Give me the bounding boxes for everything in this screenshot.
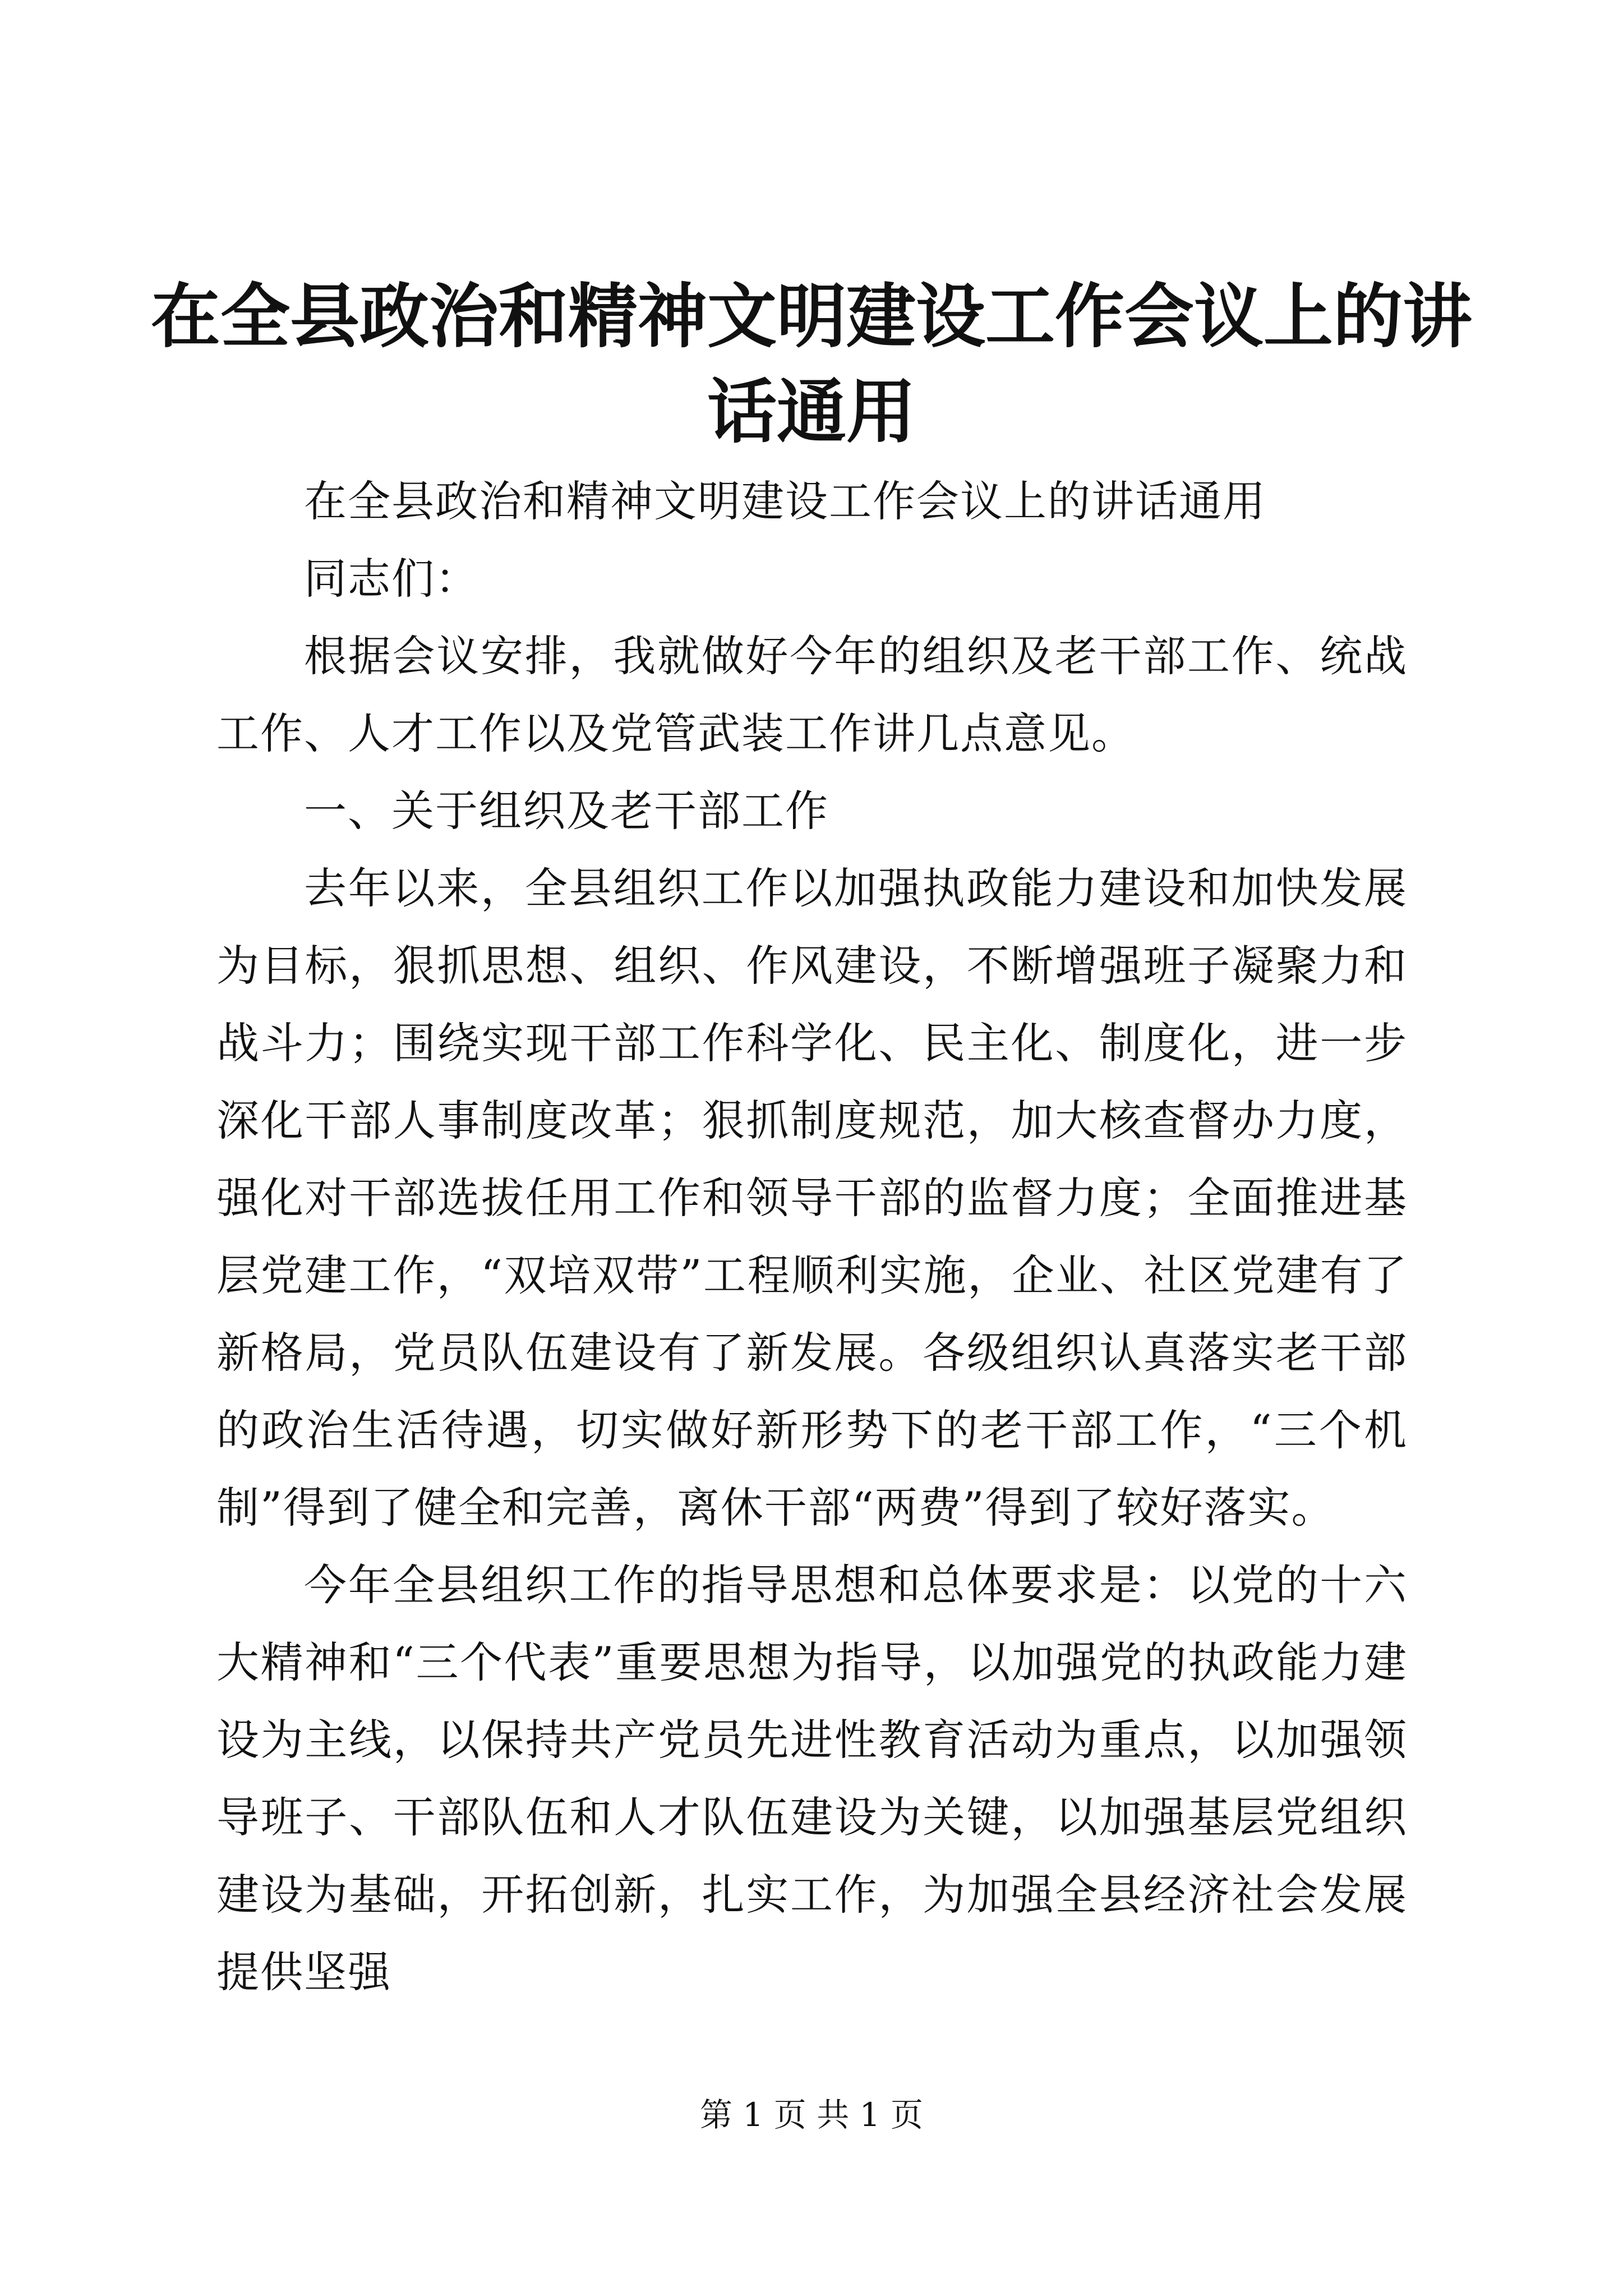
paragraph-review: 去年以来，全县组织工作以加强执政能力建设和加快发展为目标，狠抓思想、组织、作风建设，不断增强班子凝聚力和战斗力；围绕实现干部工作科学化、民主化、制度化，进一步深化干部人事制度改革；狠抓制度规范，加大核查督办力度，强化对干部选拔任用工作和领导干部的监督力度；全面推进基层党建工作，“双培双带”工程顺利实施，企业、社区党建有了新格局，党员队伍建设有了新发展。各级组织认真落实老干部的政治生活待遇，切实做好新形势下的老干部工作，“三个机制”得到了健全和完善，离休干部“两费”得到了较好落实。 (216, 863, 1408, 1533)
document-body (216, 463, 1408, 2011)
paragraph-salutation: 同志们： (304, 554, 479, 604)
paragraph-section-heading: 一、关于组织及老干部工作 (304, 786, 829, 836)
document-title: 在全县政治和精神文明建设工作会议上的讲话通用 (150, 276, 1472, 453)
paragraph-guideline: 今年全县组织工作的指导思想和总体要求是：以党的十六大精神和“三个代表”重要思想为指导，以加强党的执政能力建设为主线，以保持共产党员先进性教育活动为重点，以加强领导班子、干部队伍和人才队伍建设为关键，以加强基层党组织建设为基础，开拓创新，扎实工作，为加强全县经济社会发展提供坚强 (216, 1560, 1408, 1997)
page-footer: 第 1 页 共 1 页 (700, 2096, 923, 2134)
paragraph-subtitle: 在全县政治和精神文明建设工作会议上的讲话通用 (304, 476, 1266, 526)
paragraph-intro: 根据会议安排，我就做好今年的组织及老干部工作、统战工作、人才工作以及党管武装工作讲几点意见。 (216, 631, 1408, 758)
